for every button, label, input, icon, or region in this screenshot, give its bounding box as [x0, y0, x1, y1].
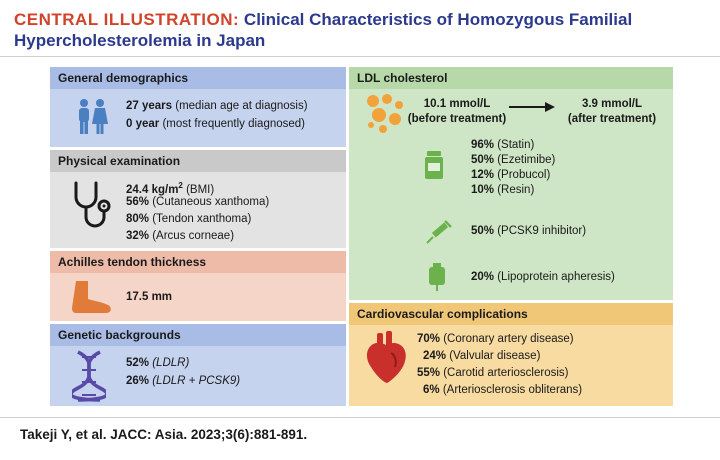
panel-heading: LDL cholesterol — [349, 67, 673, 89]
pill-bottle-icon — [425, 151, 443, 179]
carotid-line: 55% (Carotid arteriosclerosis) — [417, 367, 569, 379]
panel-heading: Cardiovascular complications — [349, 303, 673, 325]
arcus-corneae-line: 32% (Arcus corneae) — [126, 230, 235, 242]
coronary-artery-line: 70% (Coronary artery disease) — [417, 333, 574, 345]
ldlr-line: 52% (LDLR) — [126, 357, 190, 369]
median-age-line: 27 years (median age at diagnosis) — [126, 100, 308, 112]
heart-icon — [363, 331, 409, 385]
panel-heading: Physical examination — [50, 150, 346, 172]
arrow-right-icon — [509, 101, 555, 113]
panel-heading: Achilles tendon thickness — [50, 251, 346, 273]
people-icon — [72, 97, 112, 137]
tendon-xanthoma-line: 80% (Tendon xanthoma) — [126, 213, 252, 225]
panel-physical-examination — [50, 150, 346, 248]
dna-icon — [72, 350, 106, 402]
stethoscope-icon — [70, 180, 116, 234]
citation: Takeji Y, et al. JACC: Asia. 2023;3(6):881-891. — [20, 427, 308, 442]
probucol-line: 12% (Probucol) — [471, 169, 551, 181]
panel-ldl-cholesterol — [349, 67, 673, 300]
ezetimibe-line: 50% (Ezetimibe) — [471, 154, 556, 166]
panel-heading: General demographics — [50, 67, 346, 89]
title-lead: CENTRAL ILLUSTRATION: — [14, 10, 240, 29]
ldl-after-block: 3.9 mmol/L (after treatment) — [567, 98, 657, 125]
most-frequent-age-line: 0 year (most frequently diagnosed) — [126, 118, 306, 130]
apheresis-bag-icon — [427, 263, 447, 291]
bmi-line: 24.4 $kg/m^2$ (BMI) — [126, 181, 215, 196]
panel-cardiovascular-complications — [349, 303, 673, 406]
ldl-before-block: 10.1 mmol/L (before treatment) — [407, 98, 507, 125]
cutaneous-xanthoma-line: 56% (Cutaneous xanthoma) — [126, 196, 270, 208]
syringe-icon — [425, 219, 453, 245]
panel-genetic-backgrounds — [50, 324, 346, 406]
resin-line: 10% (Resin) — [471, 184, 535, 196]
valvular-disease-line: 24% (Valvular disease) — [423, 350, 541, 362]
obliterans-line: 6% (Arteriosclerosis obliterans) — [423, 384, 583, 396]
title-text: Clinical Characteristics of Homozygous Familial Hypercholesterolemia in Japan — [14, 10, 633, 50]
panel-demographics — [50, 67, 346, 147]
statin-line: 96% (Statin) — [471, 139, 535, 151]
pcsk9-inhibitor-line: 50% (PCSK9 inhibitor) — [471, 225, 587, 237]
panel-achilles-tendon — [50, 251, 346, 321]
ldlr-pcsk9-line: 26% (LDLR + PCSK9) — [126, 375, 241, 387]
panel-heading: Genetic backgrounds — [50, 324, 346, 346]
page-title — [14, 9, 704, 51]
achilles-thickness-value: 17.5 mm — [126, 291, 173, 303]
foot-icon — [70, 279, 116, 315]
cholesterol-icon — [363, 91, 409, 135]
lipoprotein-apheresis-line: 20% (Lipoprotein apheresis) — [471, 271, 615, 283]
